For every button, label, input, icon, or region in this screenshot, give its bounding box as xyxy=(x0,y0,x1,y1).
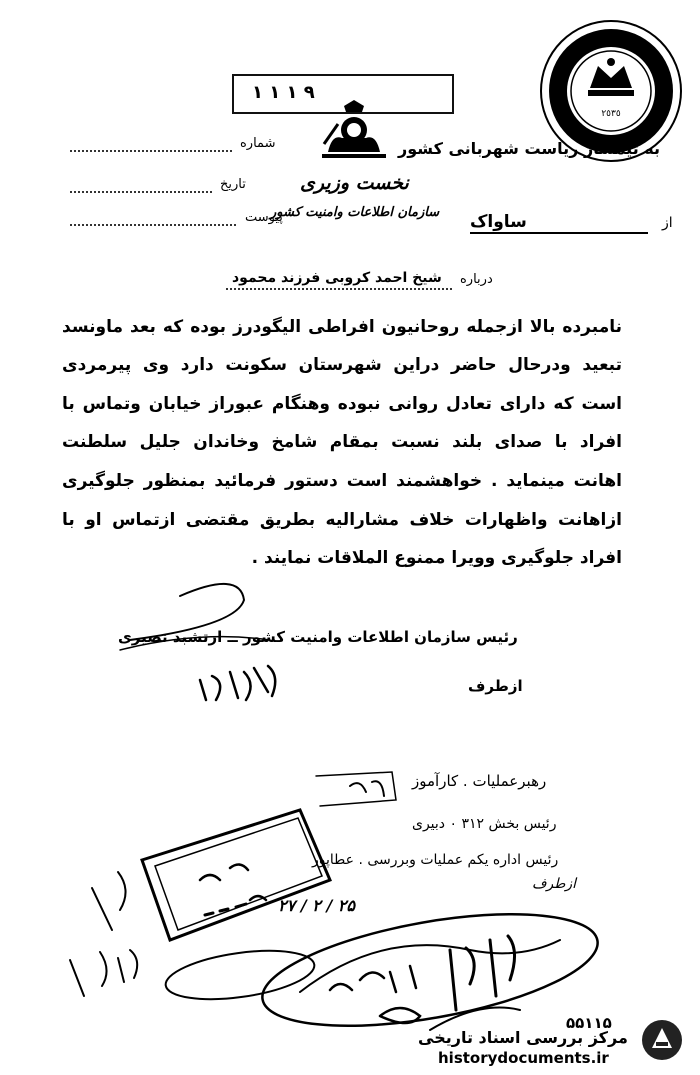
body-line-3: است که دارای تعادل روانی نبوده وهنگام عبوراز خیابان وتماس با xyxy=(62,394,622,414)
body-line-6: ازاهانت واظهارات خلاف مشارالیه بطریق مقتضی ازتماس او با xyxy=(62,510,622,530)
body-line-5: اهانت مینماید . خواهشمند است دستور فرمائید بمنظور جلوگیری xyxy=(62,471,622,491)
archive-website: historydocuments.ir xyxy=(438,1049,609,1067)
svg-text:٢٥٣٥: ٢٥٣٥ xyxy=(601,109,621,119)
number-label: شماره xyxy=(240,136,276,151)
stamp-box-number: ۱ ۱ ۱ ۹ xyxy=(252,82,315,103)
body-line-1: نامبرده بالا ازجمله روحانیون افراطی الیگودرز بوده که بعد ماونسد xyxy=(62,317,622,337)
from-label: از xyxy=(662,215,673,231)
signatory-title: رئیس سازمان اطلاعات وامنیت کشور ــ ارتشبد نصیری xyxy=(118,628,518,646)
subject-label: درباره xyxy=(460,272,493,287)
subject-text: شیخ احمد کروبی فرزند محمود xyxy=(232,270,442,286)
from-value: ساواک xyxy=(470,212,527,232)
document-number: ۵۵۱۱۵ xyxy=(566,1014,612,1032)
routing-line-3: رئیس اداره یکم عملیات وبررسی . عطاپور xyxy=(312,852,559,868)
date-label: تاریخ xyxy=(220,177,246,192)
organization-title: سازمان اطلاعات وامنیت کشور xyxy=(270,205,440,220)
on-behalf-label: ازطرف xyxy=(468,677,523,695)
recipient-line: به تیمسار ریاست شهربانی کشور xyxy=(398,139,660,158)
body-line-7: افراد جلوگیری وویرا ممنوع الملاقات نمایند . xyxy=(251,548,622,568)
routing-line-1: رهبرعملیات . کارآموز xyxy=(412,772,547,790)
routing-line-2: رئیس بخش ۳۱۲ ۰ دبیری xyxy=(412,816,557,832)
ministry-title: نخست وزیری xyxy=(300,172,409,194)
body-line-2: تبعید ودرحال حاضر دراین شهرستان سکونت دارد وی پیرمردی xyxy=(62,355,622,375)
archive-name: مرکز بررسی اسناد تاریخی xyxy=(418,1028,628,1047)
archive-logo-icon xyxy=(640,1018,684,1062)
body-line-4: افراد با صدای بلند نسبت بمقام شامخ وخاندان جلیل سلطنت xyxy=(62,432,622,452)
attachment-label: پیوست xyxy=(245,210,283,225)
routing-line-4: ازطرف xyxy=(532,876,577,892)
handwritten-date: ۲۷ / ۲ / ۲۵ xyxy=(278,896,355,915)
